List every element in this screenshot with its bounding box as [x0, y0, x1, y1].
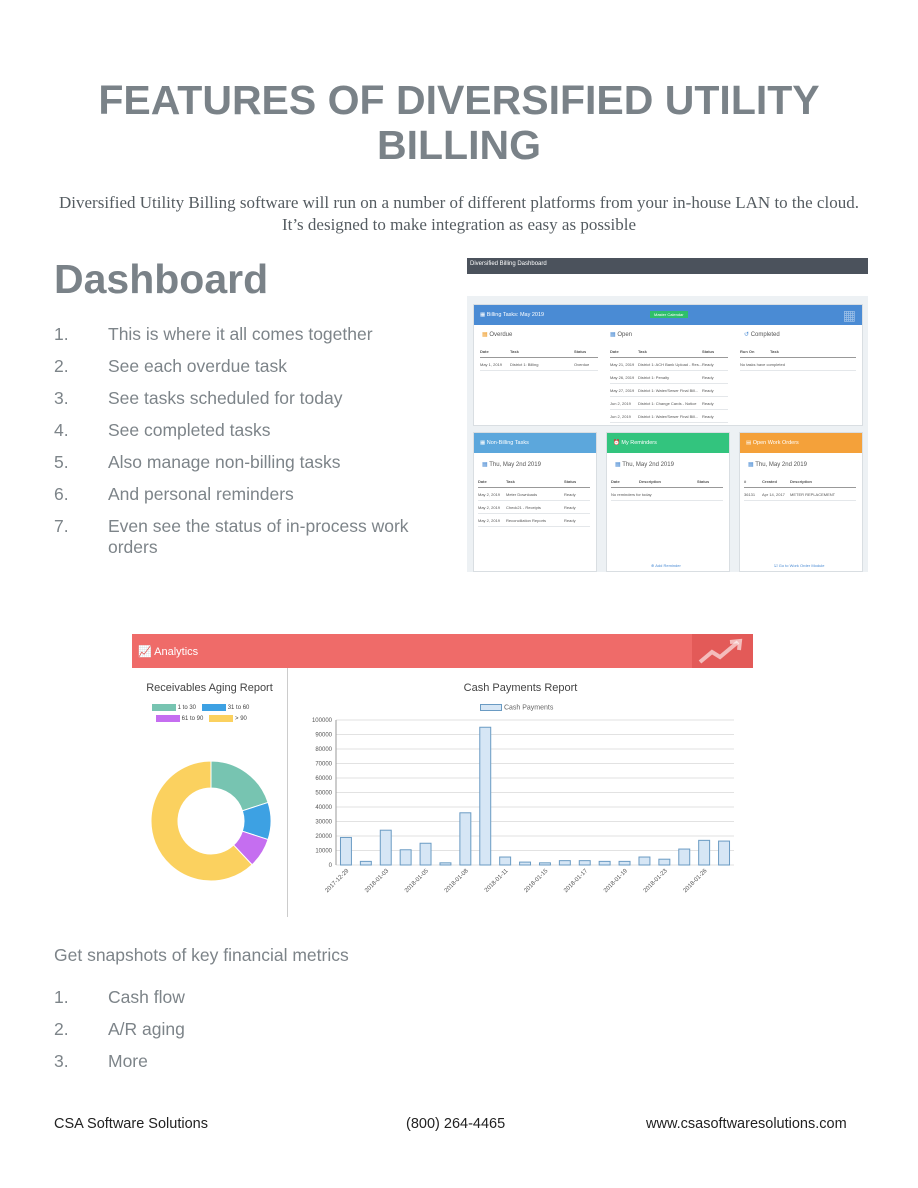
non-billing-table: Date Task Status May 2, 2019 Meter Downloads Ready May 2, 2019 Check21 - Receipts Ready May 2, 2019 Reconciliation Reports Ready	[478, 475, 590, 527]
calendar-icon: ▦	[610, 332, 616, 338]
bar	[659, 859, 670, 865]
add-reminder-link[interactable]: ⊕ Add Reminder	[651, 563, 681, 568]
bar	[679, 849, 690, 865]
dashboard-heading: Dashboard	[54, 256, 269, 302]
x-tick-label: 2018-01-15	[523, 868, 550, 895]
table-row: No tasks have completed	[740, 358, 856, 371]
bar	[719, 841, 730, 865]
list-text: See tasks scheduled for today	[108, 388, 343, 408]
list-number: 6.	[54, 484, 69, 504]
work-orders-table: # Created Description 36131 Apr 14, 2017 METER REPLACEMENT	[744, 475, 856, 501]
table-row[interactable]: May 1, 2019 District 1: Billing Overdue	[480, 358, 598, 371]
legend-swatch	[209, 715, 233, 722]
list-number: 5.	[54, 452, 69, 472]
bar	[380, 830, 391, 865]
y-tick-label: 40000	[315, 805, 332, 811]
x-tick-label: 2017-12-29	[324, 868, 351, 895]
work-orders-panel: ▤ Open Work Orders ▦ Thu, May 2nd 2019 # Created Description 36131 Apr 14, 2017 METER REPLACEMENT ☑ Go to Work Order Module	[739, 432, 863, 572]
list-text: Cash flow	[108, 987, 185, 1007]
table-row: No reminders for today	[611, 488, 723, 501]
line-chart-icon: 📈	[138, 646, 152, 658]
list-text: And personal reminders	[108, 484, 294, 504]
billing-tasks-title: Billing Tasks: May 2019	[486, 312, 545, 318]
list-item	[54, 1051, 428, 1072]
list-item	[54, 420, 428, 452]
intro-paragraph: Diversified Utility Billing software will run on a number of different platforms from your in-house LAN to the cloud. It’s designed to make integration as easy as possible	[59, 193, 859, 234]
list-text: See each overdue task	[108, 356, 288, 376]
aging-legend	[152, 704, 282, 722]
list-item	[54, 324, 428, 356]
undo-icon: ↺	[744, 332, 750, 338]
legend-item: 1 to 30	[152, 704, 196, 711]
list-item	[54, 1019, 428, 1051]
bar	[539, 863, 550, 865]
y-tick-label: 0	[328, 863, 332, 869]
checkbox-icon: ☑	[774, 563, 778, 568]
analytics-title: Analytics	[154, 646, 199, 658]
bar	[699, 840, 710, 865]
overdue-table: Date Task Status May 1, 2019 District 1: Billing Overdue	[480, 345, 598, 371]
legend-swatch	[202, 704, 226, 711]
list-number: 2.	[54, 356, 69, 376]
aging-chart-title: Receivables Aging Report	[146, 682, 273, 694]
calendar-icon: ▦	[480, 440, 486, 446]
bar	[480, 727, 491, 865]
list-text: Also manage non-billing tasks	[108, 452, 341, 472]
x-tick-label: 2018-01-26	[682, 868, 709, 895]
bar	[420, 843, 431, 865]
x-tick-label: 2018-01-11	[483, 868, 510, 894]
work-order-module-link[interactable]: ☑ Go to Work Order Module	[774, 563, 825, 568]
plus-icon: ⊕	[651, 563, 655, 568]
y-tick-label: 80000	[315, 747, 332, 753]
list-item	[54, 356, 428, 388]
list-item	[54, 452, 428, 484]
list-item	[54, 484, 428, 516]
list-text: More	[108, 1051, 148, 1071]
y-tick-label: 50000	[315, 790, 332, 797]
calendar-icon: ▦	[480, 312, 486, 318]
y-tick-label: 10000	[315, 848, 332, 855]
list-item	[54, 516, 428, 558]
legend-swatch	[152, 704, 176, 711]
list-item	[54, 987, 428, 1019]
y-tick-label: 60000	[315, 776, 332, 782]
completed-label: ↺ Completed	[744, 332, 780, 338]
bar	[639, 857, 650, 865]
table-row[interactable]: Jun 2, 2019 District 1: Change Cards - Notice Ready	[610, 397, 728, 410]
bar	[360, 861, 371, 865]
y-tick-label: 20000	[315, 834, 332, 840]
non-billing-panel: ▦ Non-Billing Tasks ▦ Thu, May 2nd 2019 Date Task Status May 2, 2019 Meter Downloads Ready May 2, 2019 Check21 - Receipts Ready May 2, 2019 Reconciliation Reports Ready	[473, 432, 597, 572]
table-row[interactable]: Jun 2, 2019 District 1: Water/Sewer Final Bill... Ready	[610, 410, 728, 423]
list-text: A/R aging	[108, 1019, 185, 1039]
calendar-icon: ▦	[748, 462, 754, 468]
legend-item: > 90	[209, 715, 247, 722]
master-calendar-button[interactable]: Master Calendar	[650, 311, 688, 318]
overdue-label: ▦ Overdue	[482, 332, 513, 338]
bar	[340, 837, 351, 865]
list-number: 7.	[54, 516, 69, 536]
legend-item: 31 to 60	[202, 704, 249, 711]
list-number: 3.	[54, 1051, 69, 1071]
table-row[interactable]: May 2, 2019 Check21 - Receipts Ready	[478, 501, 590, 514]
bar	[619, 861, 630, 865]
list-text: This is where it all comes together	[108, 324, 373, 344]
analytics-screenshot	[132, 634, 753, 917]
table-row[interactable]: May 27, 2019 District 1: Water/Sewer Final Bill... Ready	[610, 384, 728, 397]
metrics-caption: Get snapshots of key financial metrics	[54, 945, 349, 965]
bar	[440, 863, 451, 865]
cash-legend: Cash Payments	[480, 704, 553, 711]
billing-tasks-panel	[473, 304, 863, 426]
metrics-list	[54, 987, 428, 1072]
document-icon: ▤	[746, 440, 752, 446]
list-item	[54, 388, 428, 420]
calendar-icon: ▦	[482, 462, 488, 468]
y-tick-label: 90000	[315, 732, 332, 739]
calendar-icon: ▦	[482, 332, 488, 338]
grid-icon: ▦	[842, 307, 856, 323]
bell-icon: ⏰	[613, 440, 620, 446]
list-number: 1.	[54, 324, 69, 344]
legend-swatch	[156, 715, 180, 722]
x-tick-label: 2018-01-03	[364, 868, 391, 895]
bar	[460, 813, 471, 865]
x-tick-label: 2018-01-05	[404, 868, 430, 895]
list-number: 4.	[54, 420, 69, 440]
window-title: Diversified Billing Dashboard	[470, 261, 547, 267]
y-tick-label: 30000	[315, 819, 332, 826]
reminders-panel: ⏰ My Reminders ▦ Thu, May 2nd 2019 Date Description Status No reminders for today ⊕ Add Reminder	[606, 432, 730, 572]
reminders-table: Date Description Status No reminders for today	[611, 475, 723, 501]
footer-website: www.csasoftwaresolutions.com	[646, 1116, 847, 1132]
list-number: 3.	[54, 388, 69, 408]
y-tick-label: 100000	[311, 718, 332, 724]
bar	[579, 861, 590, 865]
dashboard-feature-list	[54, 324, 428, 558]
pie-slice	[211, 761, 268, 811]
x-tick-label: 2018-01-19	[603, 868, 629, 895]
aging-donut-chart	[146, 756, 276, 886]
open-table: Date Task Status May 21, 2019 District 1: ACH Bank Upload - Res... Ready May 26, 2019 District 1: Penalty Ready May 27, 2019 District 1: Water/Sewer Final Bill... Ready Jun 2, 2019 District 1: Change Cards - Notice Ready Jun 2, 2019 District 1: Water/Sewer Final Bill... Ready	[610, 345, 728, 423]
dashboard-screenshot	[467, 258, 868, 572]
list-text: See completed tasks	[108, 420, 271, 440]
table-row[interactable]: 36131 Apr 14, 2017 METER REPLACEMENT	[744, 488, 856, 501]
cash-chart-title: Cash Payments Report	[463, 682, 578, 694]
analytics-header	[132, 634, 753, 668]
window-title-bar	[467, 258, 868, 274]
list-number: 1.	[54, 987, 69, 1007]
table-row[interactable]: May 26, 2019 District 1: Penalty Ready	[610, 371, 728, 384]
bar	[599, 861, 610, 865]
cash-payments-bar-chart	[288, 710, 753, 917]
footer-phone: (800) 264-4465	[406, 1116, 506, 1132]
x-tick-label: 2018-01-23	[642, 868, 669, 895]
calendar-icon: ▦	[615, 462, 621, 468]
y-tick-label: 70000	[315, 761, 332, 768]
billing-tasks-header	[474, 305, 862, 325]
footer-company: CSA Software Solutions	[54, 1116, 208, 1132]
list-text: Even see the status of in-process work orders	[108, 516, 409, 557]
x-tick-label: 2018-01-08	[443, 868, 470, 895]
x-tick-label: 2018-01-17	[563, 868, 590, 895]
trend-arrow-icon	[692, 634, 753, 668]
page-title: FEATURES OF DIVERSIFIED UTILITY BILLING	[98, 77, 820, 168]
bar	[400, 850, 411, 865]
completed-table: Run On Task No tasks have completed	[740, 345, 856, 371]
table-row[interactable]: May 21, 2019 District 1: ACH Bank Upload - Res... Ready	[610, 358, 728, 371]
legend-item: 61 to 90	[156, 715, 203, 722]
table-row[interactable]: May 2, 2019 Reconciliation Reports Ready	[478, 514, 590, 527]
bar	[520, 862, 531, 865]
open-label: ▦ Open	[610, 332, 633, 338]
bar	[500, 857, 511, 865]
table-row[interactable]: May 2, 2019 Meter Downloads Ready	[478, 488, 590, 501]
list-number: 2.	[54, 1019, 69, 1039]
bar	[559, 861, 570, 865]
